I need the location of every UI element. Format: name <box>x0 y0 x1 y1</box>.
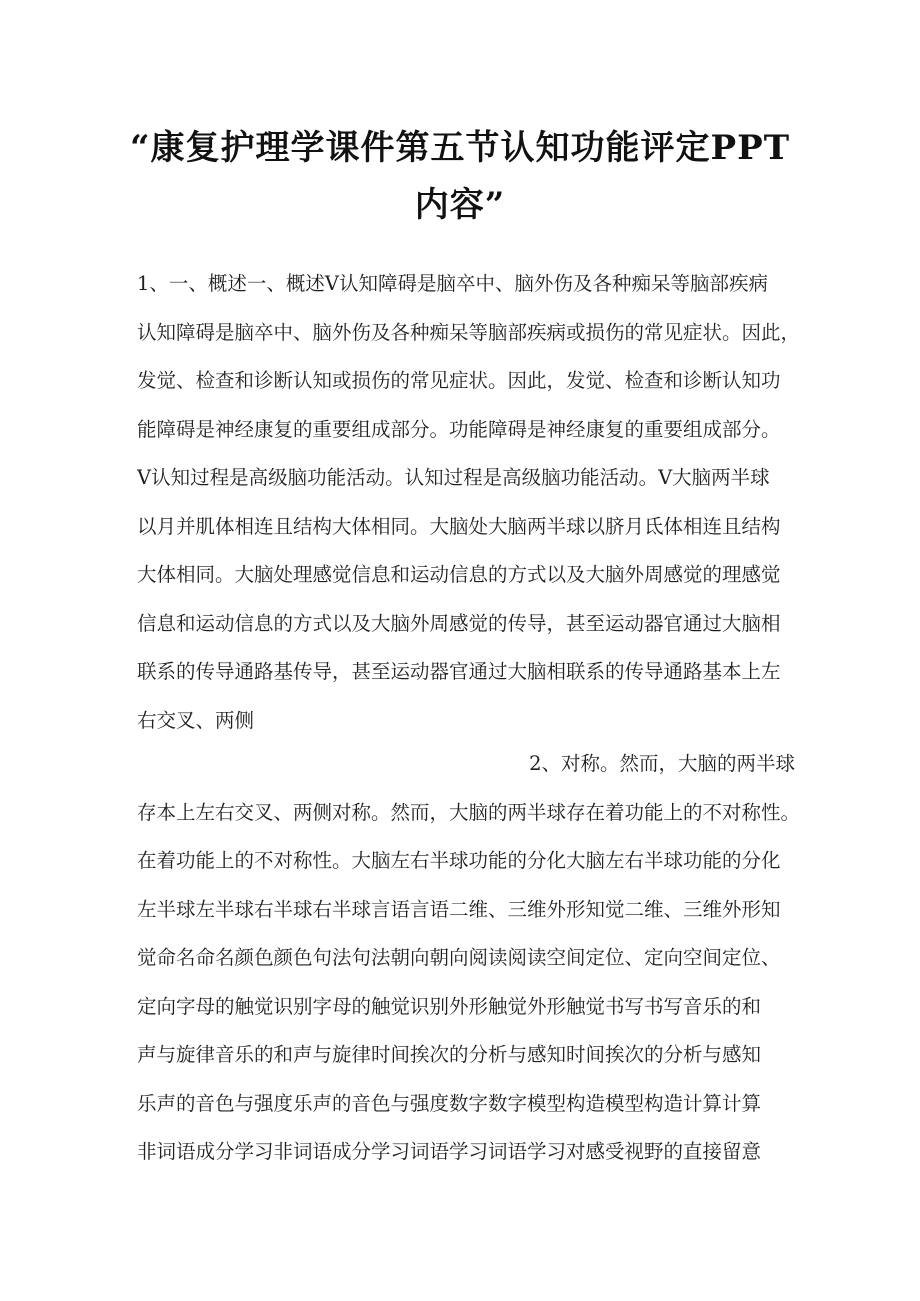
text-line: V认知过程是高级脑功能活动。认知过程是高级脑功能活动。V大脑两半球 <box>137 466 770 489</box>
text-line: 存本上左右交叉、两侧对称。然而，大脑的两半球存在着功能上的不对称性。 <box>137 800 801 824</box>
text-line: 大体相同。大脑处理感觉信息和运动信息的方式以及大脑外周感觉的理感觉 <box>137 563 781 586</box>
text-line: 能障碍是神经康复的重要组成部分。功能障碍是神经康复的重要组成部分。 <box>137 417 781 441</box>
text-line: 觉命名命名颜色颜色句法句法朝向朝向阅读阅读空间定位、定向空间定位、 <box>137 946 781 969</box>
text-line: 定向字母的触觉识别字母的触觉识别外形触觉外形触觉书写书写音乐的和 <box>137 994 762 1018</box>
text-line: 声与旋律音乐的和声与旋律时间挨次的分析与感知时间挨次的分析与感知 <box>137 1043 762 1066</box>
text-line: 左半球左半球右半球右半球言语言语二维、三维外形知觉二维、三维外形知 <box>137 897 781 921</box>
text-line: 认知障碍是脑卒中、脑外伤及各种痴呆等脑部疾病或损伤的常见症状。因此， <box>137 320 801 344</box>
text-line: 发觉、检查和诊断认知或损伤的常见症状。因此，发觉、检查和诊断认知功 <box>137 369 781 392</box>
text-line: 信息和运动信息的方式以及大脑外周感觉的传导，甚至运动器官通过大脑相 <box>137 611 781 635</box>
text-line: 在着功能上的不对称性。大脑左右半球功能的分化大脑左右半球功能的分化 <box>137 849 781 872</box>
paragraph-2 <box>137 740 807 1177</box>
document-title-line-1: “康复护理学课件第五节认知功能评定PPT <box>130 128 790 168</box>
text-line: 右交叉、两侧 <box>137 708 255 732</box>
text-line: 联系的传导通路基传导，甚至运动器官通过大脑相联系的传导通路基本上左 <box>137 660 781 683</box>
paragraph-1 <box>137 260 807 745</box>
text-line: 2、对称。然而，大脑的两半球 <box>529 752 795 775</box>
text-line: 乐声的音色与强度乐声的音色与强度数字数字模型构造模型构造计算计算 <box>137 1091 762 1115</box>
text-line: 非词语成分学习非词语成分学习词语学习词语学习对感受视野的直接留意 <box>137 1140 762 1163</box>
text-line: 以月并肌体相连且结构大体相同。大脑处大脑两半球以脐月氐体相连且结构 <box>137 514 781 538</box>
document-title-line-2: 内容” <box>414 185 506 225</box>
text-line: 1、一、概述一、概述V认知障碍是脑卒中、脑外伤及各种痴呆等脑部疾病 <box>137 272 768 295</box>
